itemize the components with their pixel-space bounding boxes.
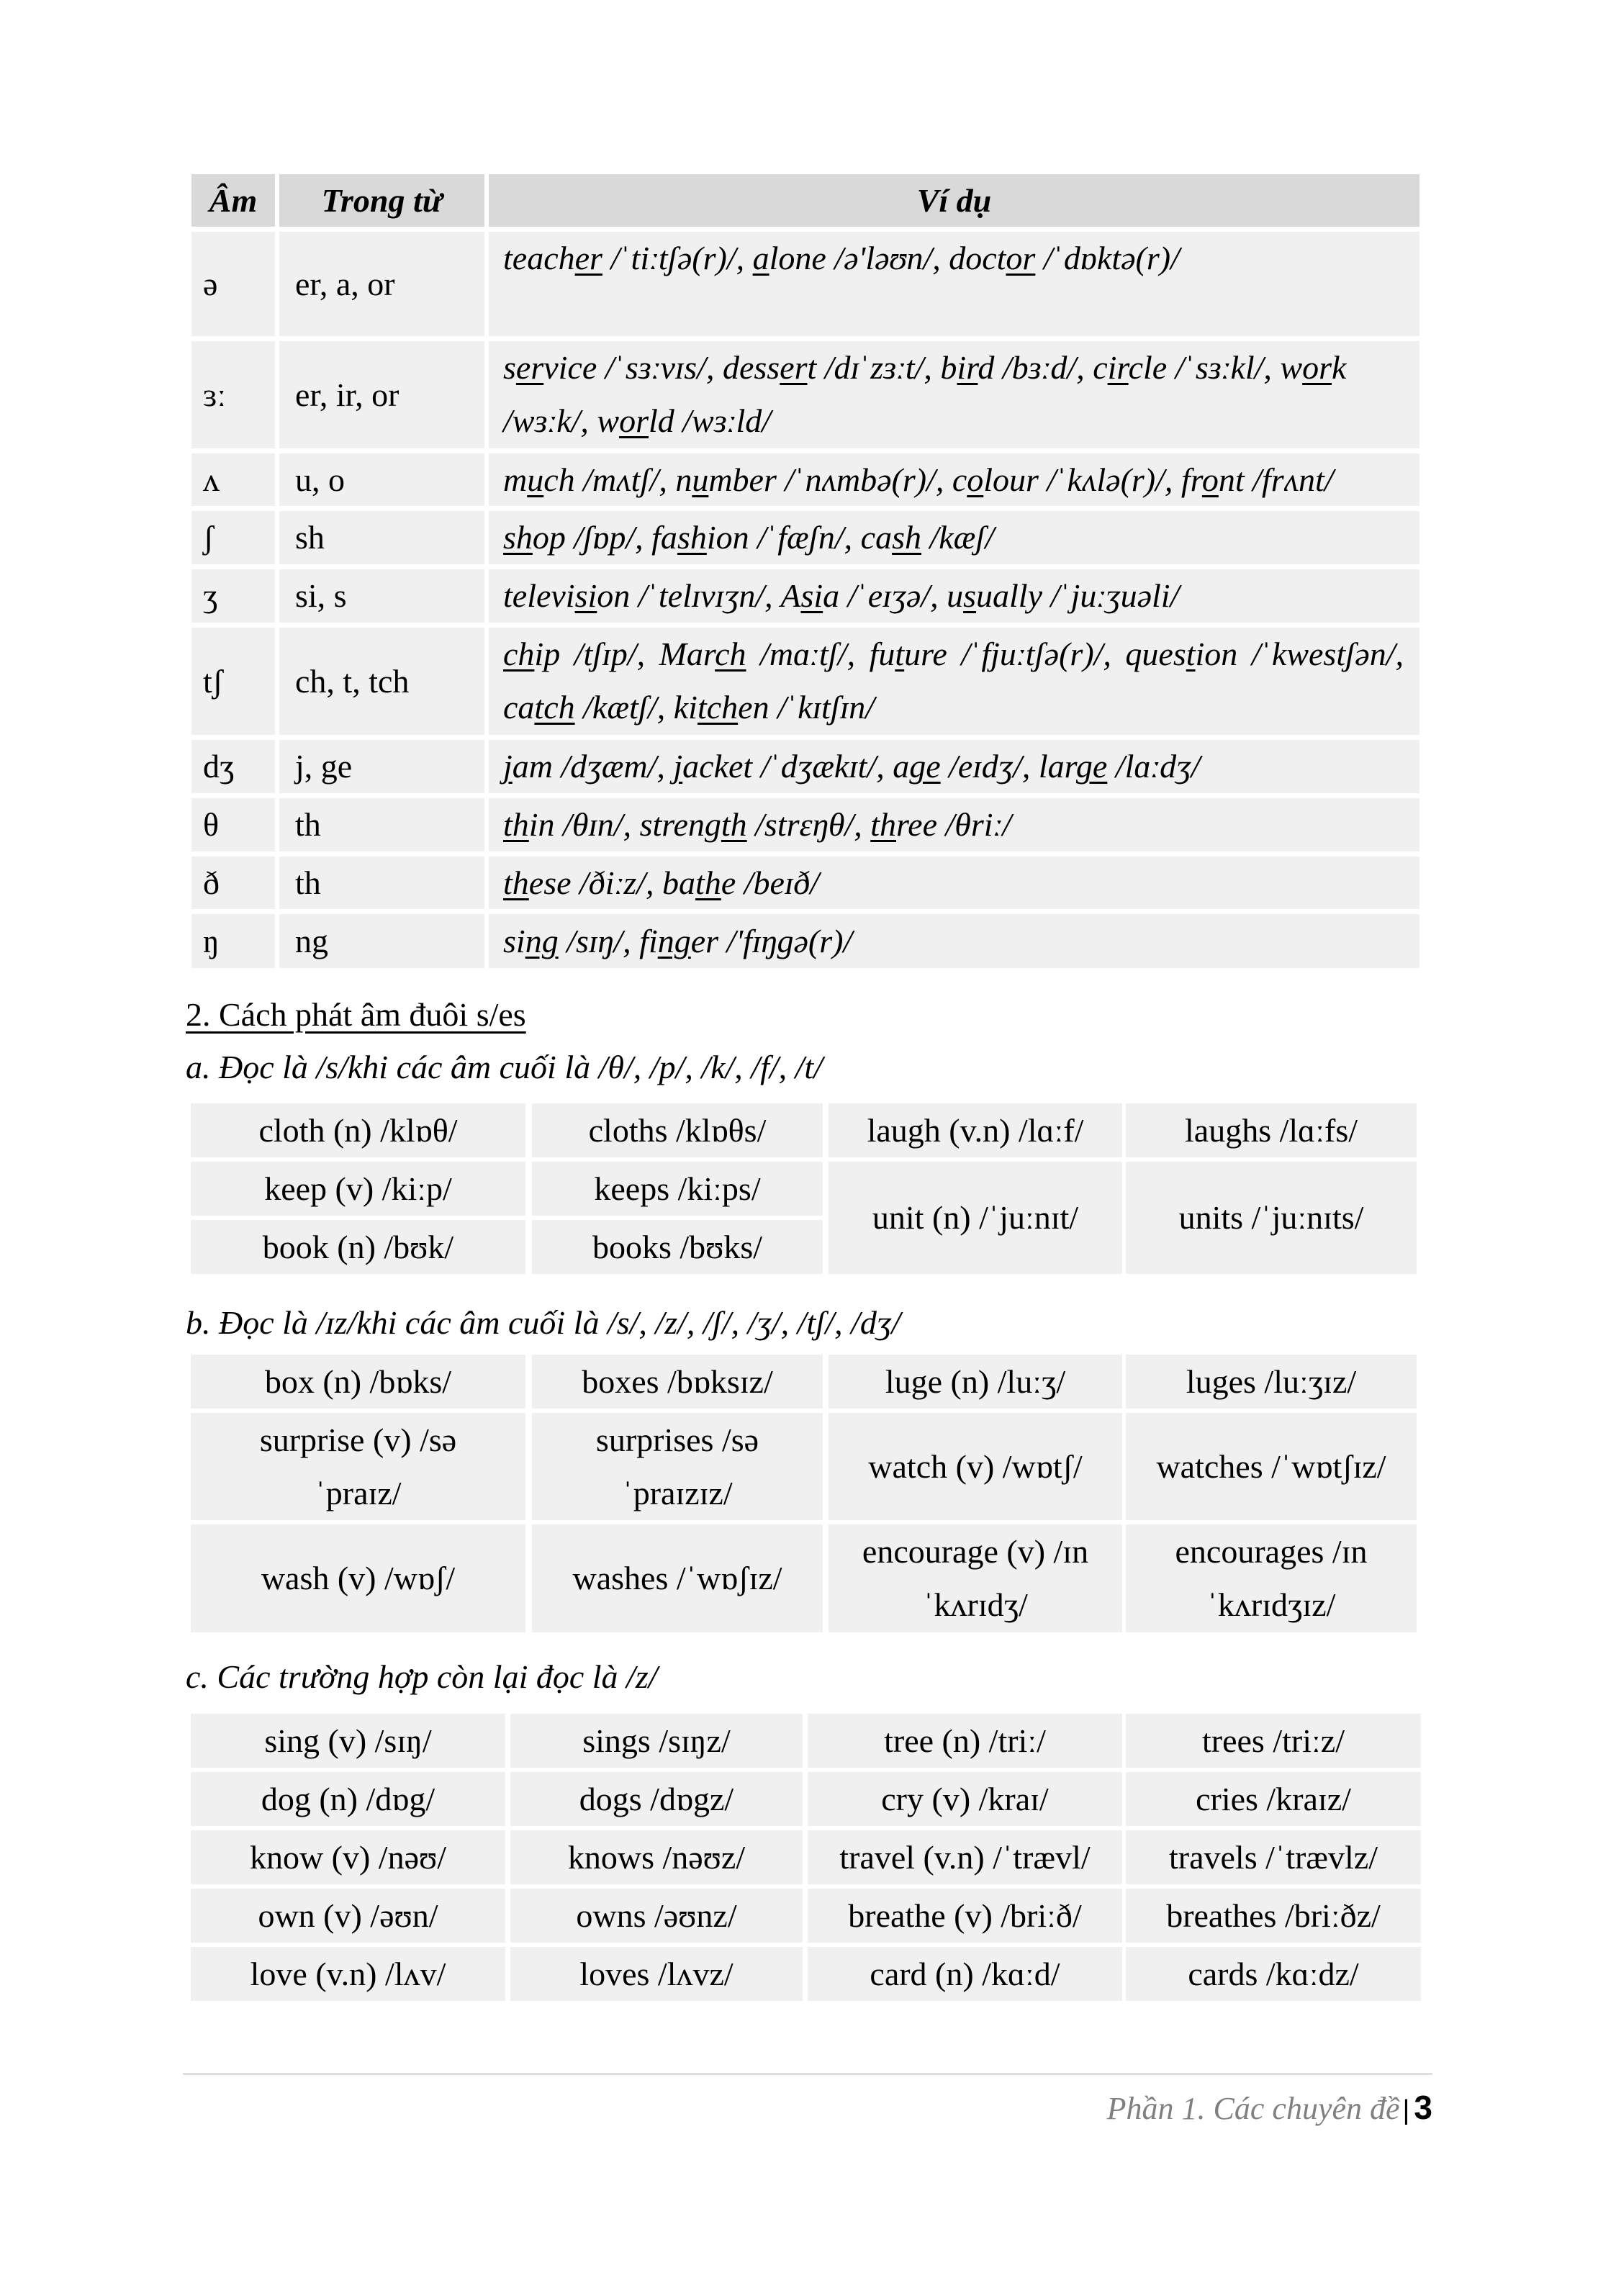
table-b-cell: boxes /bɒksɪz/	[532, 1355, 823, 1409]
table-c-cell: love (v.n) /lʌv/	[191, 1947, 505, 2001]
underlined-letters: th	[503, 864, 529, 901]
example-segment: lour /ˈkʌlə(r)/, fr	[983, 461, 1202, 498]
sound-symbol: ʃ	[191, 511, 275, 564]
sound-symbol: ʌ	[191, 453, 275, 506]
example-segment: cle /ˈsɜːkl/, w	[1128, 349, 1303, 386]
table-c-cell: travels /ˈtrævlz/	[1126, 1830, 1421, 1884]
underlined-letters: u	[527, 461, 544, 498]
example-segment: /eɪdʒ/, lar	[940, 748, 1076, 785]
underlined-letters: th	[870, 806, 896, 843]
section-title: 2. Cách phát âm đuôi s/es	[186, 996, 526, 1033]
table-c-cell: trees /triːz/	[1126, 1714, 1421, 1768]
underlined-letters: or	[1006, 240, 1036, 276]
example-segment: /lɑːdʒ/	[1107, 748, 1201, 785]
example-segment: nt /frʌnt/	[1218, 461, 1334, 498]
underlined-letters: ng	[657, 922, 691, 959]
underlined-letters: si	[574, 577, 597, 614]
example-segment: in /θɪn/, streng	[528, 806, 721, 843]
table-b-cell: box (n) /bɒks/	[191, 1355, 525, 1409]
example-segment: ese /ðiːz/, ba	[528, 864, 696, 901]
table-a-cell: books /bʊks/	[532, 1220, 823, 1274]
spelling-pattern: u, o	[279, 453, 484, 506]
underlined-letters: er	[780, 349, 808, 386]
underlined-letters: t	[895, 636, 905, 672]
footer-separator: |	[1402, 2095, 1410, 2125]
underlined-letters: a	[752, 240, 769, 276]
example-segment: /kætʃ/, ki	[574, 689, 698, 726]
example-text	[489, 341, 1419, 448]
subsection-b-title: b. Đọc là /ɪz/khi các âm cuối là /s/, /z/, /ʃ/, /ʒ/, /tʃ/, /dʒ/	[186, 1304, 901, 1341]
example-segment: /ˈtiːtʃə(r)/,	[602, 240, 753, 276]
table-a-cell: laugh (v.n) /lɑːf/	[829, 1103, 1122, 1157]
sound-symbol: ŋ	[191, 914, 275, 968]
table-c-cell: dog (n) /dɒg/	[191, 1772, 505, 1826]
header-trong-tu: Trong từ	[279, 174, 484, 227]
spelling-pattern: ch, t, tch	[279, 628, 484, 735]
table-c-cell: travel (v.n) /ˈtrævl/	[808, 1830, 1122, 1884]
spelling-pattern: si, s	[279, 569, 484, 623]
table-a-cell: cloths /klɒθs/	[532, 1103, 823, 1157]
table-b-cell: encourages /ɪnˈkʌrɪdʒɪz/	[1126, 1524, 1417, 1632]
table-c-cell: dogs /dɒgz/	[510, 1772, 803, 1826]
example-text	[489, 232, 1419, 285]
underlined-letters: tch	[534, 689, 575, 726]
example-cell	[489, 798, 1419, 851]
example-cell	[489, 232, 1419, 336]
underlined-letters: tch	[697, 689, 739, 726]
example-segment: m	[503, 461, 528, 498]
table-b-cell: luge (n) /luːʒ/	[829, 1355, 1122, 1409]
underlined-letters: ch	[503, 636, 535, 672]
table-b-cell: watch (v) /wɒtʃ/	[829, 1413, 1122, 1520]
table-b-cell: encourage (v) /ɪnˈkʌrɪdʒ/	[829, 1524, 1122, 1632]
table-c-cell: know (v) /nəʊ/	[191, 1830, 505, 1884]
example-segment: s	[503, 349, 516, 386]
example-segment: en /ˈkɪtʃɪn/	[738, 689, 875, 726]
underlined-letters: t	[1186, 636, 1196, 672]
table-c-cell: knows /nəʊz/	[510, 1830, 803, 1884]
example-cell	[489, 453, 1419, 506]
example-segment: op /ʃɒp/, fa	[532, 519, 677, 556]
example-segment: lone /ə'ləʊn/, doct	[769, 240, 1006, 276]
table-b-cell: washes /ˈwɒʃɪz/	[532, 1524, 823, 1632]
underlined-letters: th	[695, 864, 721, 901]
example-segment: k /wɜːk/, w	[503, 349, 1347, 439]
underlined-letters: o	[1201, 461, 1219, 498]
subsection-a-title: a. Đọc là /s/khi các âm cuối là /θ/, /p/, /k/, /f/, /t/	[186, 1049, 823, 1085]
underlined-letters: th	[721, 806, 747, 843]
subsection-c-title: c. Các trường hợp còn lại đọc là /z/	[186, 1658, 658, 1695]
example-segment: televi	[503, 577, 575, 614]
table-b-cell: luges /luːʒɪz/	[1126, 1355, 1417, 1409]
example-cell	[489, 740, 1419, 793]
spelling-pattern: th	[279, 798, 484, 851]
table-c-cell: tree (n) /triː/	[808, 1714, 1122, 1768]
underlined-letters: u	[692, 461, 709, 498]
example-segment: ually /ˈjuːʒuəli/	[976, 577, 1180, 614]
sound-symbol: θ	[191, 798, 275, 851]
page-footer	[1107, 2086, 1432, 2132]
example-segment: /kæʃ/	[921, 519, 995, 556]
sound-symbol: ɜː	[191, 341, 275, 448]
spelling-pattern: th	[279, 857, 484, 909]
example-text	[489, 453, 1350, 507]
underlined-letters: or	[1302, 349, 1332, 386]
underlined-letters: ge	[1075, 748, 1108, 785]
table-c-cell: owns /əʊnz/	[510, 1889, 803, 1943]
underlined-letters: er	[515, 349, 544, 386]
table-c-cell: breathes /briːðz/	[1126, 1889, 1421, 1943]
table-a-merged-cell: unit (n) /ˈjuːnɪt/	[829, 1162, 1122, 1274]
example-text	[489, 740, 1216, 793]
example-segment: teach	[503, 240, 575, 276]
table-c-cell: sing (v) /sɪŋ/	[191, 1714, 505, 1768]
table-b-cell: surprise (v) /səˈpraɪz/	[191, 1413, 525, 1520]
sound-symbol: ə	[191, 232, 275, 336]
table-a-merged-cell: units /ˈjuːnɪts/	[1126, 1162, 1417, 1274]
sound-symbol: dʒ	[191, 740, 275, 793]
example-segment: a /ˈeɪʒə/, u	[823, 577, 964, 614]
page-number: 3	[1414, 2089, 1432, 2126]
underlined-letters: sh	[892, 519, 921, 556]
header-am: Âm	[191, 174, 275, 227]
table-a-cell: laughs /lɑːfs/	[1126, 1103, 1417, 1157]
example-segment: /sɪŋ/, fi	[558, 922, 658, 959]
example-segment: am /dʒæm/,	[512, 748, 674, 785]
underlined-letters: j	[673, 748, 683, 785]
sound-symbol: ð	[191, 857, 275, 909]
sound-symbol: tʃ	[191, 628, 275, 735]
example-text	[489, 569, 1195, 623]
table-c-cell: own (v) /əʊn/	[191, 1889, 505, 1943]
example-text	[489, 511, 1010, 564]
example-segment: /mɑːtʃ/, fu	[746, 636, 895, 672]
example-segment: ld /wɜːld/	[648, 402, 772, 439]
example-text	[489, 798, 1027, 851]
table-a-cell: book (n) /bʊk/	[191, 1220, 525, 1274]
spelling-pattern: j, ge	[279, 740, 484, 793]
example-text	[489, 628, 1419, 734]
table-b-cell: wash (v) /wɒʃ/	[191, 1524, 525, 1632]
underlined-letters: ch	[715, 636, 746, 672]
example-cell	[489, 857, 1419, 909]
table-c-cell: cry (v) /kraɪ/	[808, 1772, 1122, 1826]
underlined-letters: sh	[503, 519, 533, 556]
example-segment: ion /ˈfæʃn/, ca	[706, 519, 893, 556]
table-c-cell: sings /sɪŋz/	[510, 1714, 803, 1768]
table-c-cell: breathe (v) /briːð/	[808, 1889, 1122, 1943]
underlined-letters: j	[503, 748, 513, 785]
table-c-cell: cries /kraɪz/	[1126, 1772, 1421, 1826]
example-cell	[489, 628, 1419, 735]
example-text	[489, 915, 868, 968]
underlined-letters: ng	[525, 922, 559, 959]
example-text	[489, 857, 835, 910]
underlined-letters: sh	[677, 519, 707, 556]
example-segment: ree /θriː/	[895, 806, 1012, 843]
example-cell	[489, 511, 1419, 564]
example-segment: /ˈdɒktə(r)/	[1035, 240, 1180, 276]
example-cell	[489, 569, 1419, 623]
footer-divider	[183, 2073, 1432, 2075]
example-segment: mber /ˈnʌmbə(r)/, c	[708, 461, 967, 498]
footer-section-label: Phần 1. Các chuyên đề	[1106, 2091, 1400, 2126]
example-segment: t /dɪˈzɜːt/, b	[807, 349, 957, 386]
example-segment: d /bɜːd/, c	[978, 349, 1108, 386]
underlined-letters: ge	[909, 748, 941, 785]
example-segment: ip /tʃɪp/, Mar	[534, 636, 716, 672]
table-a-cell: cloth (n) /klɒθ/	[191, 1103, 525, 1157]
table-b-cell: surprises /səˈpraɪzɪz/	[532, 1413, 823, 1520]
underlined-letters: o	[967, 461, 984, 498]
underlined-letters: si	[800, 577, 823, 614]
underlined-letters: th	[503, 806, 529, 843]
underlined-letters: er	[574, 240, 602, 276]
example-segment: er /'fɪŋgə(r)/	[690, 922, 853, 959]
example-segment: ure /ˈfjuːtʃə(r)/, ques	[904, 636, 1186, 672]
table-c-cell: loves /lʌvz/	[510, 1947, 803, 2001]
example-segment: si	[503, 922, 525, 959]
example-segment: ion /ˈkwestʃən/, ca	[503, 636, 1404, 726]
table-b-cell: watches /ˈwɒtʃɪz/	[1126, 1413, 1417, 1520]
header-vi-du: Ví dụ	[489, 174, 1419, 227]
spelling-pattern: sh	[279, 511, 484, 564]
underlined-letters: s	[963, 577, 977, 614]
table-c-cell: card (n) /kɑːd/	[808, 1947, 1122, 2001]
example-segment: e /beɪð/	[721, 864, 820, 901]
example-segment: vice /ˈsɜːvɪs/, dess	[543, 349, 780, 386]
example-segment: ch /mʌtʃ/, n	[543, 461, 692, 498]
example-segment: acket /ˈdʒækɪt/, a	[682, 748, 910, 785]
underlined-letters: ir	[957, 349, 978, 386]
example-cell	[489, 341, 1419, 448]
example-segment: /strɛŋθ/,	[746, 806, 871, 843]
spelling-pattern: er, ir, or	[279, 341, 484, 448]
sound-symbol: ʒ	[191, 569, 275, 623]
table-a-cell: keep (v) /kiːp/	[191, 1162, 525, 1216]
spelling-pattern: ng	[279, 914, 484, 968]
example-segment: on /ˈtelɪvɪʒn/, A	[597, 577, 801, 614]
table-a-cell: keeps /kiːps/	[532, 1162, 823, 1216]
example-cell	[489, 914, 1419, 968]
table-c-cell: cards /kɑːdz/	[1126, 1947, 1421, 2001]
spelling-pattern: er, a, or	[279, 232, 484, 336]
underlined-letters: ir	[1107, 349, 1129, 386]
underlined-letters: or	[619, 402, 649, 439]
